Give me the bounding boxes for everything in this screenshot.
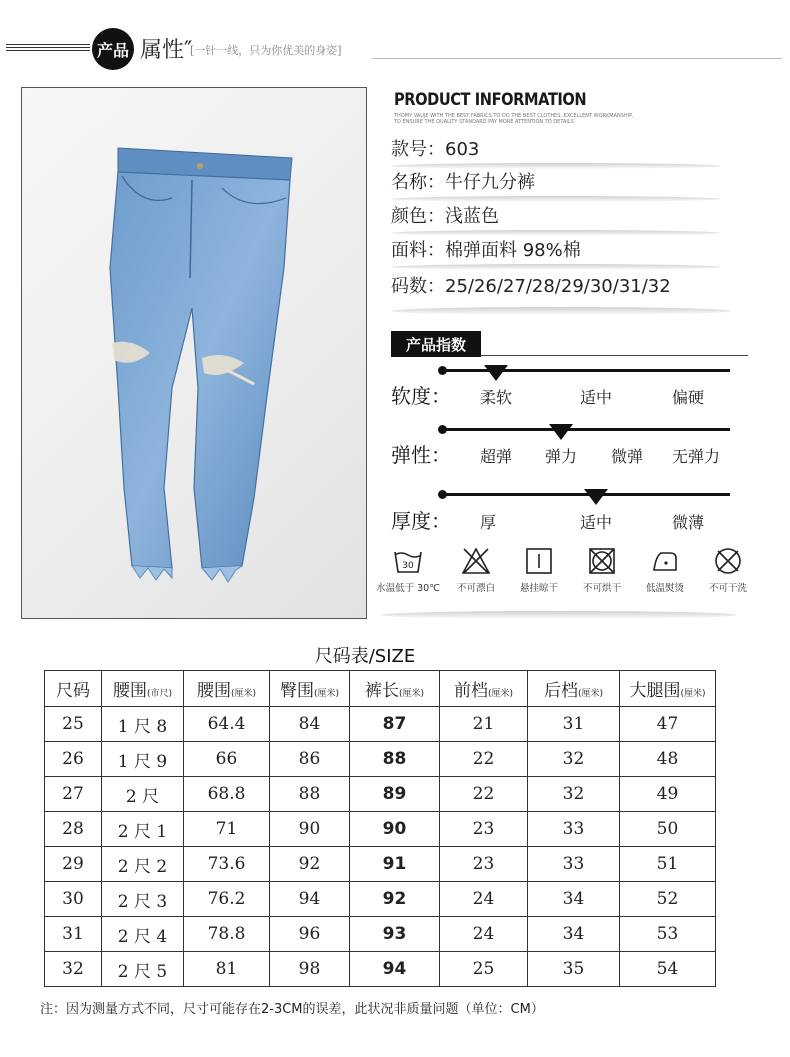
table-row: 25 1 尺 8 64.4 84 87 21 31 47 [45,707,716,742]
table-row: 27 2 尺 68.8 88 89 22 32 49 [45,777,716,812]
table-row: 32 2 尺 5 81 98 94 25 35 54 [45,952,716,987]
info-row-name: 名称：牛仔九分裤 [391,172,535,193]
indicator-badge: 产品指数 [391,331,481,357]
thickness-label: 厚度： [391,509,451,533]
care-label-hang-dry: 悬挂晾干 [519,583,558,594]
divider [391,307,731,315]
header-subtitle: [一针一线，只为你优美的身姿] [190,44,342,57]
measurement-note: 注：因为测量方式不同，尺寸可能存在2-3CM的误差，此状况非质量问题（单位：CM） [40,1002,544,1017]
header-thigh: 大腿围(厘米) [620,671,716,707]
header-title: 属性″ [140,38,193,63]
softness-marker [484,365,508,381]
header-waist-chi: 腰围(市尺) [102,671,184,707]
indicator-badge-rule [481,355,748,356]
low-iron-icon [650,546,680,580]
elasticity-option-super: 超弹 [480,447,513,466]
svg-text:30: 30 [402,561,414,571]
size-table-title: 尺码表/SIZE [314,646,416,667]
elasticity-option-none: 无弹力 [672,447,721,466]
elasticity-option-slight: 微弹 [611,447,644,466]
info-row-sizes: 码数：25/26/27/28/29/30/31/32 [391,276,671,297]
table-row: 26 1 尺 9 66 86 88 22 32 48 [45,742,716,777]
elasticity-option-stretch: 弹力 [545,447,578,466]
divider [381,611,737,619]
care-label-no-dry-clean: 不可干洗 [708,583,747,594]
elasticity-scale [440,428,730,431]
header-size: 尺码 [45,671,102,707]
table-row: 31 2 尺 4 78.8 96 93 24 34 53 [45,917,716,952]
product-photo [21,87,367,619]
header-badge: 产品 [92,28,134,70]
product-info-heading: PRODUCT INFORMATION [394,90,587,110]
no-bleach-icon [461,546,491,580]
size-table-header [45,671,716,707]
header-waist-cm: 腰围(厘米) [184,671,270,707]
softness-label: 软度： [391,384,451,408]
info-row-fabric: 面料：棉弹面料 98%棉 [391,240,581,261]
divider [391,264,721,270]
elasticity-label: 弹性： [391,443,451,467]
care-label-low-iron: 低温熨烫 [645,583,684,594]
thickness-marker [584,489,608,505]
table-row: 30 2 尺 3 76.2 94 92 24 34 52 [45,882,716,917]
table-row: 29 2 尺 2 73.6 92 91 23 33 51 [45,847,716,882]
header-front-rise: 前档(厘米) [440,671,528,707]
softness-option-soft: 柔软 [480,388,513,407]
thickness-option-thick: 厚 [480,513,497,532]
header-back-rise: 后档(厘米) [528,671,620,707]
header-decor-lines [6,44,90,52]
product-info-tagline: THOMY VAUJE WITH THE BEST FABRICS TO DO THE BEST CLOTHES, EXCELLENT WORKMANSHIP, TO ENSURE THE QUALITY STANDARD PAY MORE ATTENTION TO DETAILS [394,113,634,125]
hang-dry-icon [524,546,554,580]
thickness-option-thin: 微薄 [672,513,705,532]
wash-30-icon [393,546,423,580]
header-rule [372,58,782,59]
no-dry-clean-icon [713,546,743,580]
care-label-no-tumble: 不可烘干 [582,583,621,594]
care-label-wash: 水温低于 30℃ [376,583,440,594]
elasticity-marker [549,424,573,440]
info-row-color: 颜色：浅蓝色 [391,206,499,227]
softness-option-medium: 适中 [580,388,613,407]
header-hip: 臀围(厘米) [270,671,350,707]
care-label-no-bleach: 不可漂白 [456,583,495,594]
header-length: 裤长(厘米) [350,671,440,707]
size-table [44,670,716,987]
no-tumble-dry-icon [587,546,617,580]
table-row: 28 2 尺 1 71 90 90 23 33 50 [45,812,716,847]
jeans-image [22,88,366,618]
info-row-style: 款号：603 [391,139,480,160]
softness-option-hard: 偏硬 [672,388,705,407]
thickness-option-medium: 适中 [580,513,613,532]
